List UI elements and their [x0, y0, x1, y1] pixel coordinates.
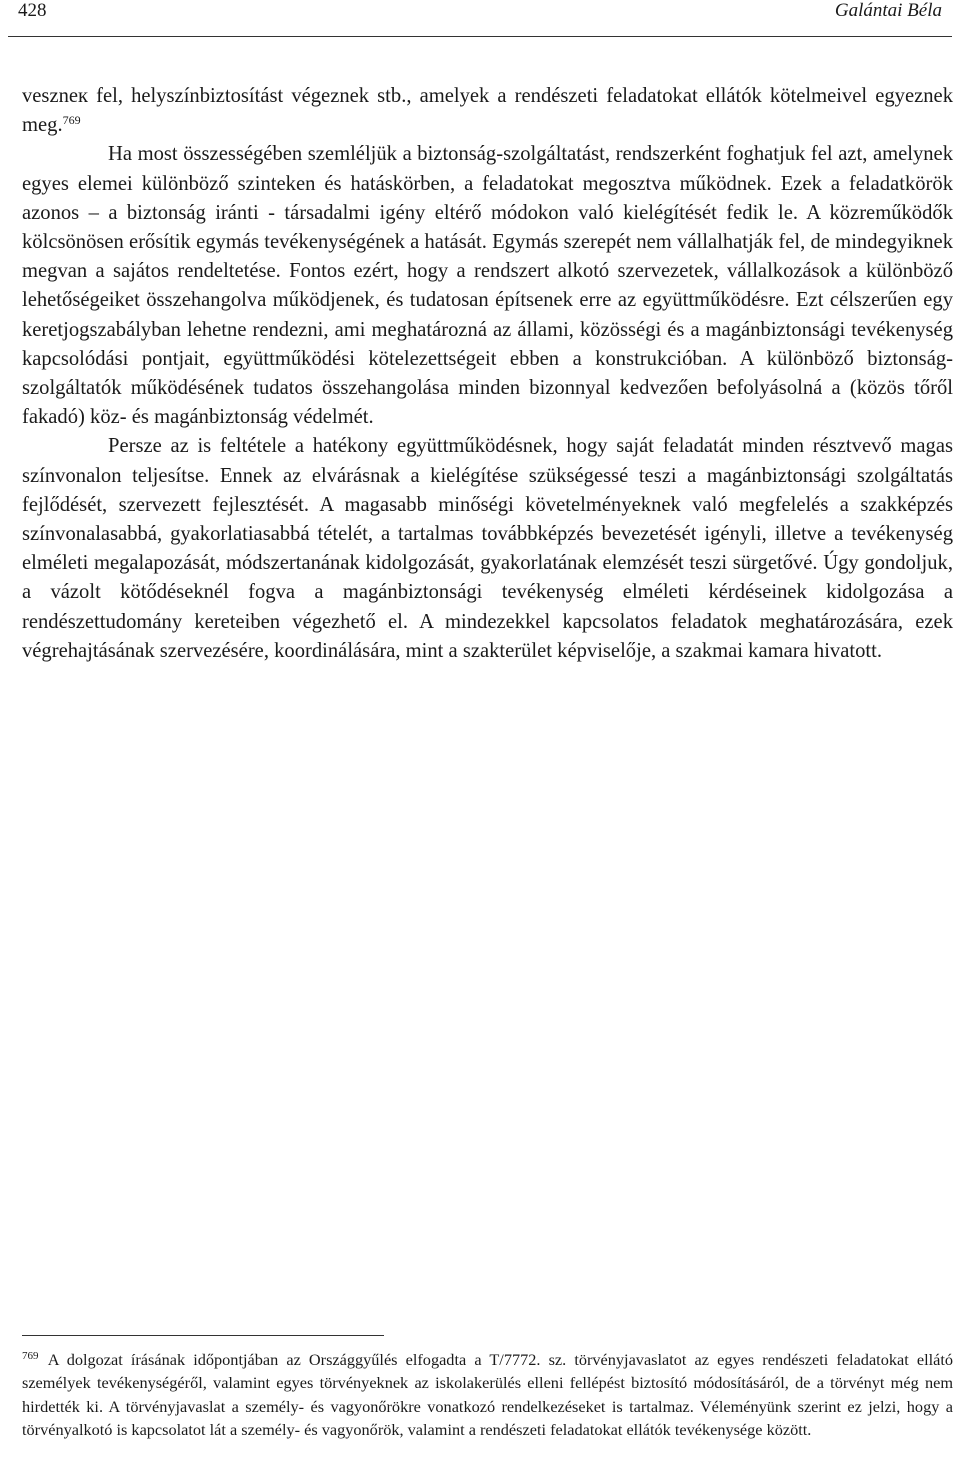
paragraph-1-text: veszneк fel, helyszínbiztosítást végeznek stb., amelyek a rendészeti feladatokat ellátók kötelmeivel egyeznek meg.: [22, 85, 953, 137]
running-header-author: Galántai Béla: [834, 0, 942, 21]
footnote-text: A dolgozat írásának időpontjában az Országgyűlés elfogadta a T/7772. sz. törvényjavaslatot az egyes rendészeti feladatokat ellátó személyek tevékenységéről, valamint egyes törvényeknek az iskolakerülés elleni fellépést biztosító módosításáról, de a törvényt még nem hirdették ki. A törvényjavaslat a személy- és vagyonőrökre vonatkozó rendelkezéseket is tartalmaz. Véleményünk szerint ez jelzi, hogy a törvényalkotó is kapcsolatot lát a személy- és vagyonőrök, valamint a rendészeti feladatokat ellátók tevékenysége között.: [22, 1350, 954, 1439]
header-rule: [8, 36, 952, 37]
footnote-marker: 769: [22, 1350, 39, 1362]
paragraph-1: [22, 82, 953, 140]
paragraph-2: Ha most összességében szemléljük a biztonság-szolgáltatást, rendszerként foghatjuk fel azt, amelynek egyes elemei különböző szinteken és hatáskörben, a feladatokat megosztva működnek. Ezek a feladatkörök azonos – a biztonság iránti - társadalmi igény eltérő módokon való kielégítését fedik le. A közreműködők kölcsönösen erősítik egymás tevékenységének a hatását. Egymás szerepét nem vállalhatják fel, de mindegyiknek megvan a sajátos rendeltetése. Fontos ezért, hogy a rendszert alkotó szervezetek, vállalkozások a különböző lehetőségeiket összehangolva működjenek, és tudatosan építsenek erre az együttműködésre. Ezt célszerűen egy keretjogszabályban lehetne rendezni, ami meghatározná az állami, közösségi és a magánbiztonsági tevékenység kapcsolódási pontjait, együttműködési kötelezettségeit ebben a konstrukcióban. A különböző biztonság-szolgáltatók működésének tudatos összehangolása minden bizonnyal kedvezően befolyásolná a (közös tőről fakadó) köz- és magánbiztonság védelmét.: [22, 143, 953, 429]
running-header: [18, 0, 942, 36]
paragraph-3: Persze az is feltétele a hatékony együttműködésnek, hogy saját feladatát minden résztvevő magas színvonalon teljesítse. Ennek az elvárásnak a kielégítése szükségessé teszi a magánbiztonsági szolgáltatás fejlődését, szervezett fejlesztését. A magasabb minőségi követelményeknek való megfelelés a szakképzés színvonalasabbá, gyakorlatiasabbá tételét, a tartalmas továbbképzés bevezetését igényli, illetve a tevékenység elméleti megalapozását, módszertanának kidolgozását, gyakorlatának elemzését teszi sürgetővé. Úgy gondoljuk, a vázolt kötődéseknél fogva a magánbiztonsági tevékenység elméleti kérdéseinek kidolgozása a rendészettudomány kereteiben végezhető el. A mindezekkel kapcsolatos feladatok meghatározására, ezek végrehajtásának szervezésére, koordinálására, mint a szakterület képviselője, a szakmai kamara hivatott.: [22, 435, 953, 662]
body-text: [22, 82, 953, 666]
footnote-reference[interactable]: 769: [62, 113, 81, 128]
footnote: [22, 1348, 953, 1441]
page-number: 428: [18, 0, 47, 21]
footnote-rule: [22, 1335, 384, 1336]
